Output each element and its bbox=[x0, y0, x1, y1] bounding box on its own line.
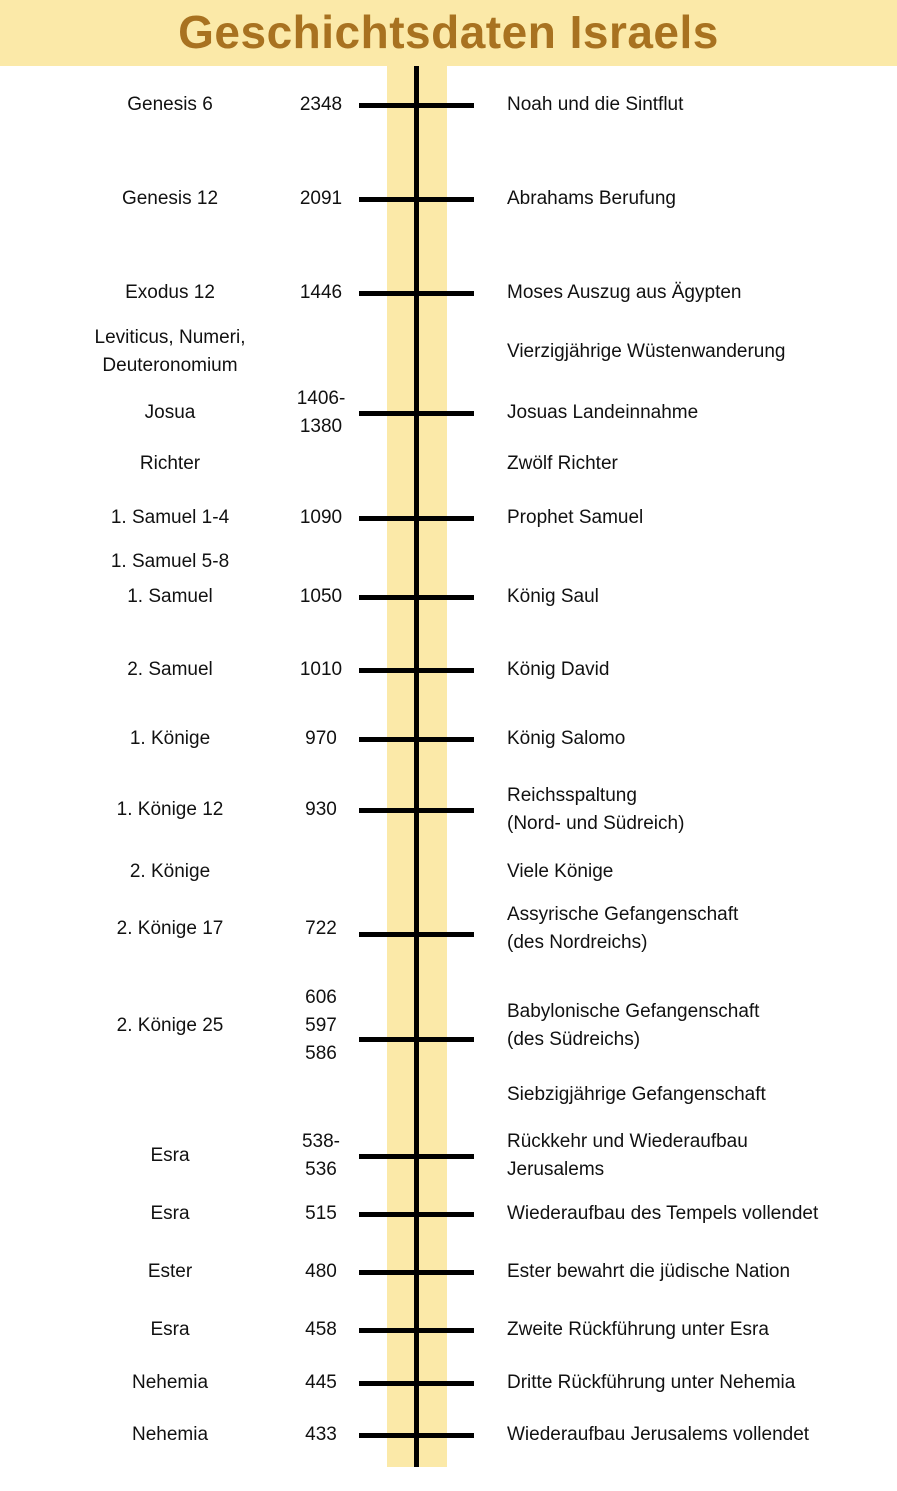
bible-reference-line: Nehemia bbox=[131, 1424, 209, 1445]
bible-reference bbox=[80, 725, 260, 753]
year-label-line: 515 bbox=[305, 1203, 337, 1224]
year-label bbox=[281, 656, 361, 684]
bible-reference-line: 1. Samuel 1-4 bbox=[110, 507, 230, 528]
event-label bbox=[507, 504, 643, 532]
event-label-line: Prophet Samuel bbox=[507, 507, 644, 528]
event-label-line: Rückkehr und Wiederaufbau bbox=[507, 1131, 748, 1152]
year-label-line: 445 bbox=[305, 1372, 337, 1393]
event-label-line: Ester bewahrt die jüdische Nation bbox=[507, 1261, 791, 1282]
event-label bbox=[507, 338, 785, 366]
event-label-line: Josuas Landeinnahme bbox=[507, 402, 699, 423]
bible-reference-line: Richter bbox=[139, 453, 201, 474]
timeline-tick bbox=[359, 737, 474, 742]
year-label-line: 536 bbox=[305, 1159, 337, 1180]
bible-reference-line: Exodus 12 bbox=[125, 282, 215, 303]
year-label-line: 1446 bbox=[299, 282, 343, 303]
event-label bbox=[507, 901, 738, 957]
event-label bbox=[507, 782, 684, 838]
bible-reference-line: 2. Samuel bbox=[127, 659, 213, 680]
event-label-line: (des Südreichs) bbox=[507, 1029, 641, 1050]
year-label bbox=[281, 725, 361, 753]
event-label-line: Jerusalems bbox=[507, 1159, 605, 1180]
event-label-line: Dritte Rückführung unter Nehemia bbox=[507, 1372, 796, 1393]
event-label-line: Zweite Rückführung unter Esra bbox=[507, 1319, 769, 1340]
event-label bbox=[507, 450, 618, 478]
page-title: Geschichtsdaten Israels bbox=[178, 6, 719, 58]
year-label bbox=[281, 91, 361, 119]
bible-reference bbox=[80, 1369, 260, 1397]
bible-reference bbox=[80, 504, 260, 532]
event-label-line: Vierzigjährige Wüstenwanderung bbox=[507, 341, 786, 362]
timeline-tick bbox=[359, 291, 474, 296]
event-label bbox=[507, 725, 625, 753]
year-label bbox=[281, 984, 361, 1068]
bible-reference bbox=[80, 1258, 260, 1286]
event-label-line: König Saul bbox=[507, 586, 599, 607]
year-label bbox=[281, 185, 361, 213]
year-label bbox=[281, 1258, 361, 1286]
year-label-line: 970 bbox=[305, 728, 337, 749]
bible-reference-line: Esra bbox=[150, 1319, 190, 1340]
bible-reference bbox=[80, 1142, 260, 1170]
timeline-tick bbox=[359, 932, 474, 937]
bible-reference-line: 1. Samuel 5-8 bbox=[110, 551, 230, 572]
event-label bbox=[507, 185, 676, 213]
event-label bbox=[507, 1258, 790, 1286]
event-label-line: Moses Auszug aus Ägypten bbox=[507, 282, 742, 303]
event-label bbox=[507, 279, 741, 307]
event-label-line: König David bbox=[507, 659, 610, 680]
event-label bbox=[507, 1128, 748, 1184]
timeline-tick bbox=[359, 1433, 474, 1438]
event-label bbox=[507, 91, 683, 119]
timeline-tick bbox=[359, 1328, 474, 1333]
bible-reference-line: Genesis 12 bbox=[121, 188, 219, 209]
bible-reference bbox=[80, 915, 260, 943]
year-label-line: 1380 bbox=[299, 416, 343, 437]
bible-reference bbox=[80, 656, 260, 684]
timeline-tick bbox=[359, 103, 474, 108]
bible-reference-line: Leviticus, Numeri, bbox=[94, 327, 246, 348]
year-label bbox=[281, 796, 361, 824]
bible-reference bbox=[80, 796, 260, 824]
bible-reference-line: 1. Könige bbox=[129, 728, 211, 749]
year-label bbox=[281, 385, 361, 441]
event-label bbox=[507, 1421, 809, 1449]
bible-reference-line: 1. Könige 12 bbox=[116, 799, 224, 820]
event-label bbox=[507, 656, 609, 684]
bible-reference bbox=[80, 450, 260, 478]
bible-reference bbox=[80, 91, 260, 119]
event-label-line: Siebzigjährige Gefangenschaft bbox=[507, 1084, 766, 1105]
event-label bbox=[507, 583, 599, 611]
year-label-line: 1010 bbox=[299, 659, 343, 680]
timeline-axis bbox=[414, 66, 419, 1467]
bible-reference-line: 2. Könige bbox=[129, 861, 211, 882]
year-label-line: 722 bbox=[305, 918, 337, 939]
timeline-tick bbox=[359, 1381, 474, 1386]
bible-reference-line: 2. Könige 17 bbox=[116, 918, 224, 939]
bible-reference bbox=[80, 1012, 260, 1040]
bible-reference bbox=[80, 858, 260, 886]
bible-reference bbox=[80, 324, 260, 380]
event-label-line: Babylonische Gefangenschaft bbox=[507, 1001, 760, 1022]
timeline-tick bbox=[359, 411, 474, 416]
bible-reference bbox=[80, 1316, 260, 1344]
bible-reference-line: Genesis 6 bbox=[127, 94, 213, 115]
event-label-line: König Salomo bbox=[507, 728, 626, 749]
timeline-tick bbox=[359, 808, 474, 813]
year-label bbox=[281, 583, 361, 611]
event-label bbox=[507, 998, 759, 1054]
year-label-line: 2091 bbox=[299, 188, 343, 209]
bible-reference-line: Josua bbox=[144, 402, 196, 423]
bible-reference-line: Esra bbox=[150, 1145, 190, 1166]
bible-reference-line: 1. Samuel bbox=[127, 586, 213, 607]
timeline-tick bbox=[359, 197, 474, 202]
year-label bbox=[281, 1421, 361, 1449]
year-label-line: 2348 bbox=[299, 94, 343, 115]
bible-reference bbox=[80, 1200, 260, 1228]
year-label-line: 1090 bbox=[299, 507, 343, 528]
timeline-tick bbox=[359, 595, 474, 600]
year-label-line: 597 bbox=[305, 1015, 337, 1036]
bible-reference-line: 2. Könige 25 bbox=[116, 1015, 224, 1036]
bible-reference bbox=[80, 583, 260, 611]
year-label bbox=[281, 1200, 361, 1228]
year-label bbox=[281, 279, 361, 307]
event-label-line: Wiederaufbau des Tempels vollendet bbox=[507, 1203, 819, 1224]
bible-reference bbox=[80, 399, 260, 427]
event-label-line: Assyrische Gefangenschaft bbox=[507, 904, 739, 925]
year-label bbox=[281, 504, 361, 532]
timeline-tick bbox=[359, 668, 474, 673]
event-label bbox=[507, 1200, 818, 1228]
year-label-line: 458 bbox=[305, 1319, 337, 1340]
bible-reference bbox=[80, 1421, 260, 1449]
event-label-line: (des Nordreichs) bbox=[507, 932, 648, 953]
bible-reference bbox=[80, 279, 260, 307]
event-label-line: (Nord- und Südreich) bbox=[507, 813, 685, 834]
timeline-tick bbox=[359, 1270, 474, 1275]
timeline-tick bbox=[359, 1037, 474, 1042]
year-label bbox=[281, 1369, 361, 1397]
year-label bbox=[281, 1128, 361, 1184]
year-label-line: 1406- bbox=[296, 388, 346, 409]
year-label-line: 606 bbox=[305, 987, 337, 1008]
timeline-tick bbox=[359, 516, 474, 521]
bible-reference-line: Deuteronomium bbox=[102, 355, 238, 376]
event-label-line: Viele Könige bbox=[507, 861, 614, 882]
year-label bbox=[281, 915, 361, 943]
timeline-tick bbox=[359, 1212, 474, 1217]
event-label bbox=[507, 858, 613, 886]
year-label-line: 433 bbox=[305, 1424, 337, 1445]
bible-reference-line: Nehemia bbox=[131, 1372, 209, 1393]
event-label-line: Abrahams Berufung bbox=[507, 188, 676, 209]
event-label bbox=[507, 1081, 766, 1109]
event-label-line: Reichsspaltung bbox=[507, 785, 637, 806]
event-label-line: Zwölf Richter bbox=[507, 453, 618, 474]
year-label-line: 480 bbox=[305, 1261, 337, 1282]
event-label bbox=[507, 1369, 795, 1397]
bible-reference-line: Esra bbox=[150, 1203, 190, 1224]
bible-reference-line: Ester bbox=[147, 1261, 193, 1282]
event-label bbox=[507, 399, 698, 427]
year-label-line: 538- bbox=[301, 1131, 341, 1152]
bible-reference bbox=[80, 548, 260, 576]
year-label-line: 1050 bbox=[299, 586, 343, 607]
year-label-line: 930 bbox=[305, 799, 337, 820]
timeline-tick bbox=[359, 1154, 474, 1159]
event-label bbox=[507, 1316, 769, 1344]
year-label bbox=[281, 1316, 361, 1344]
bible-reference bbox=[80, 185, 260, 213]
event-label-line: Noah und die Sintflut bbox=[507, 94, 684, 115]
event-label-line: Wiederaufbau Jerusalems vollendet bbox=[507, 1424, 810, 1445]
year-label-line: 586 bbox=[305, 1043, 337, 1064]
